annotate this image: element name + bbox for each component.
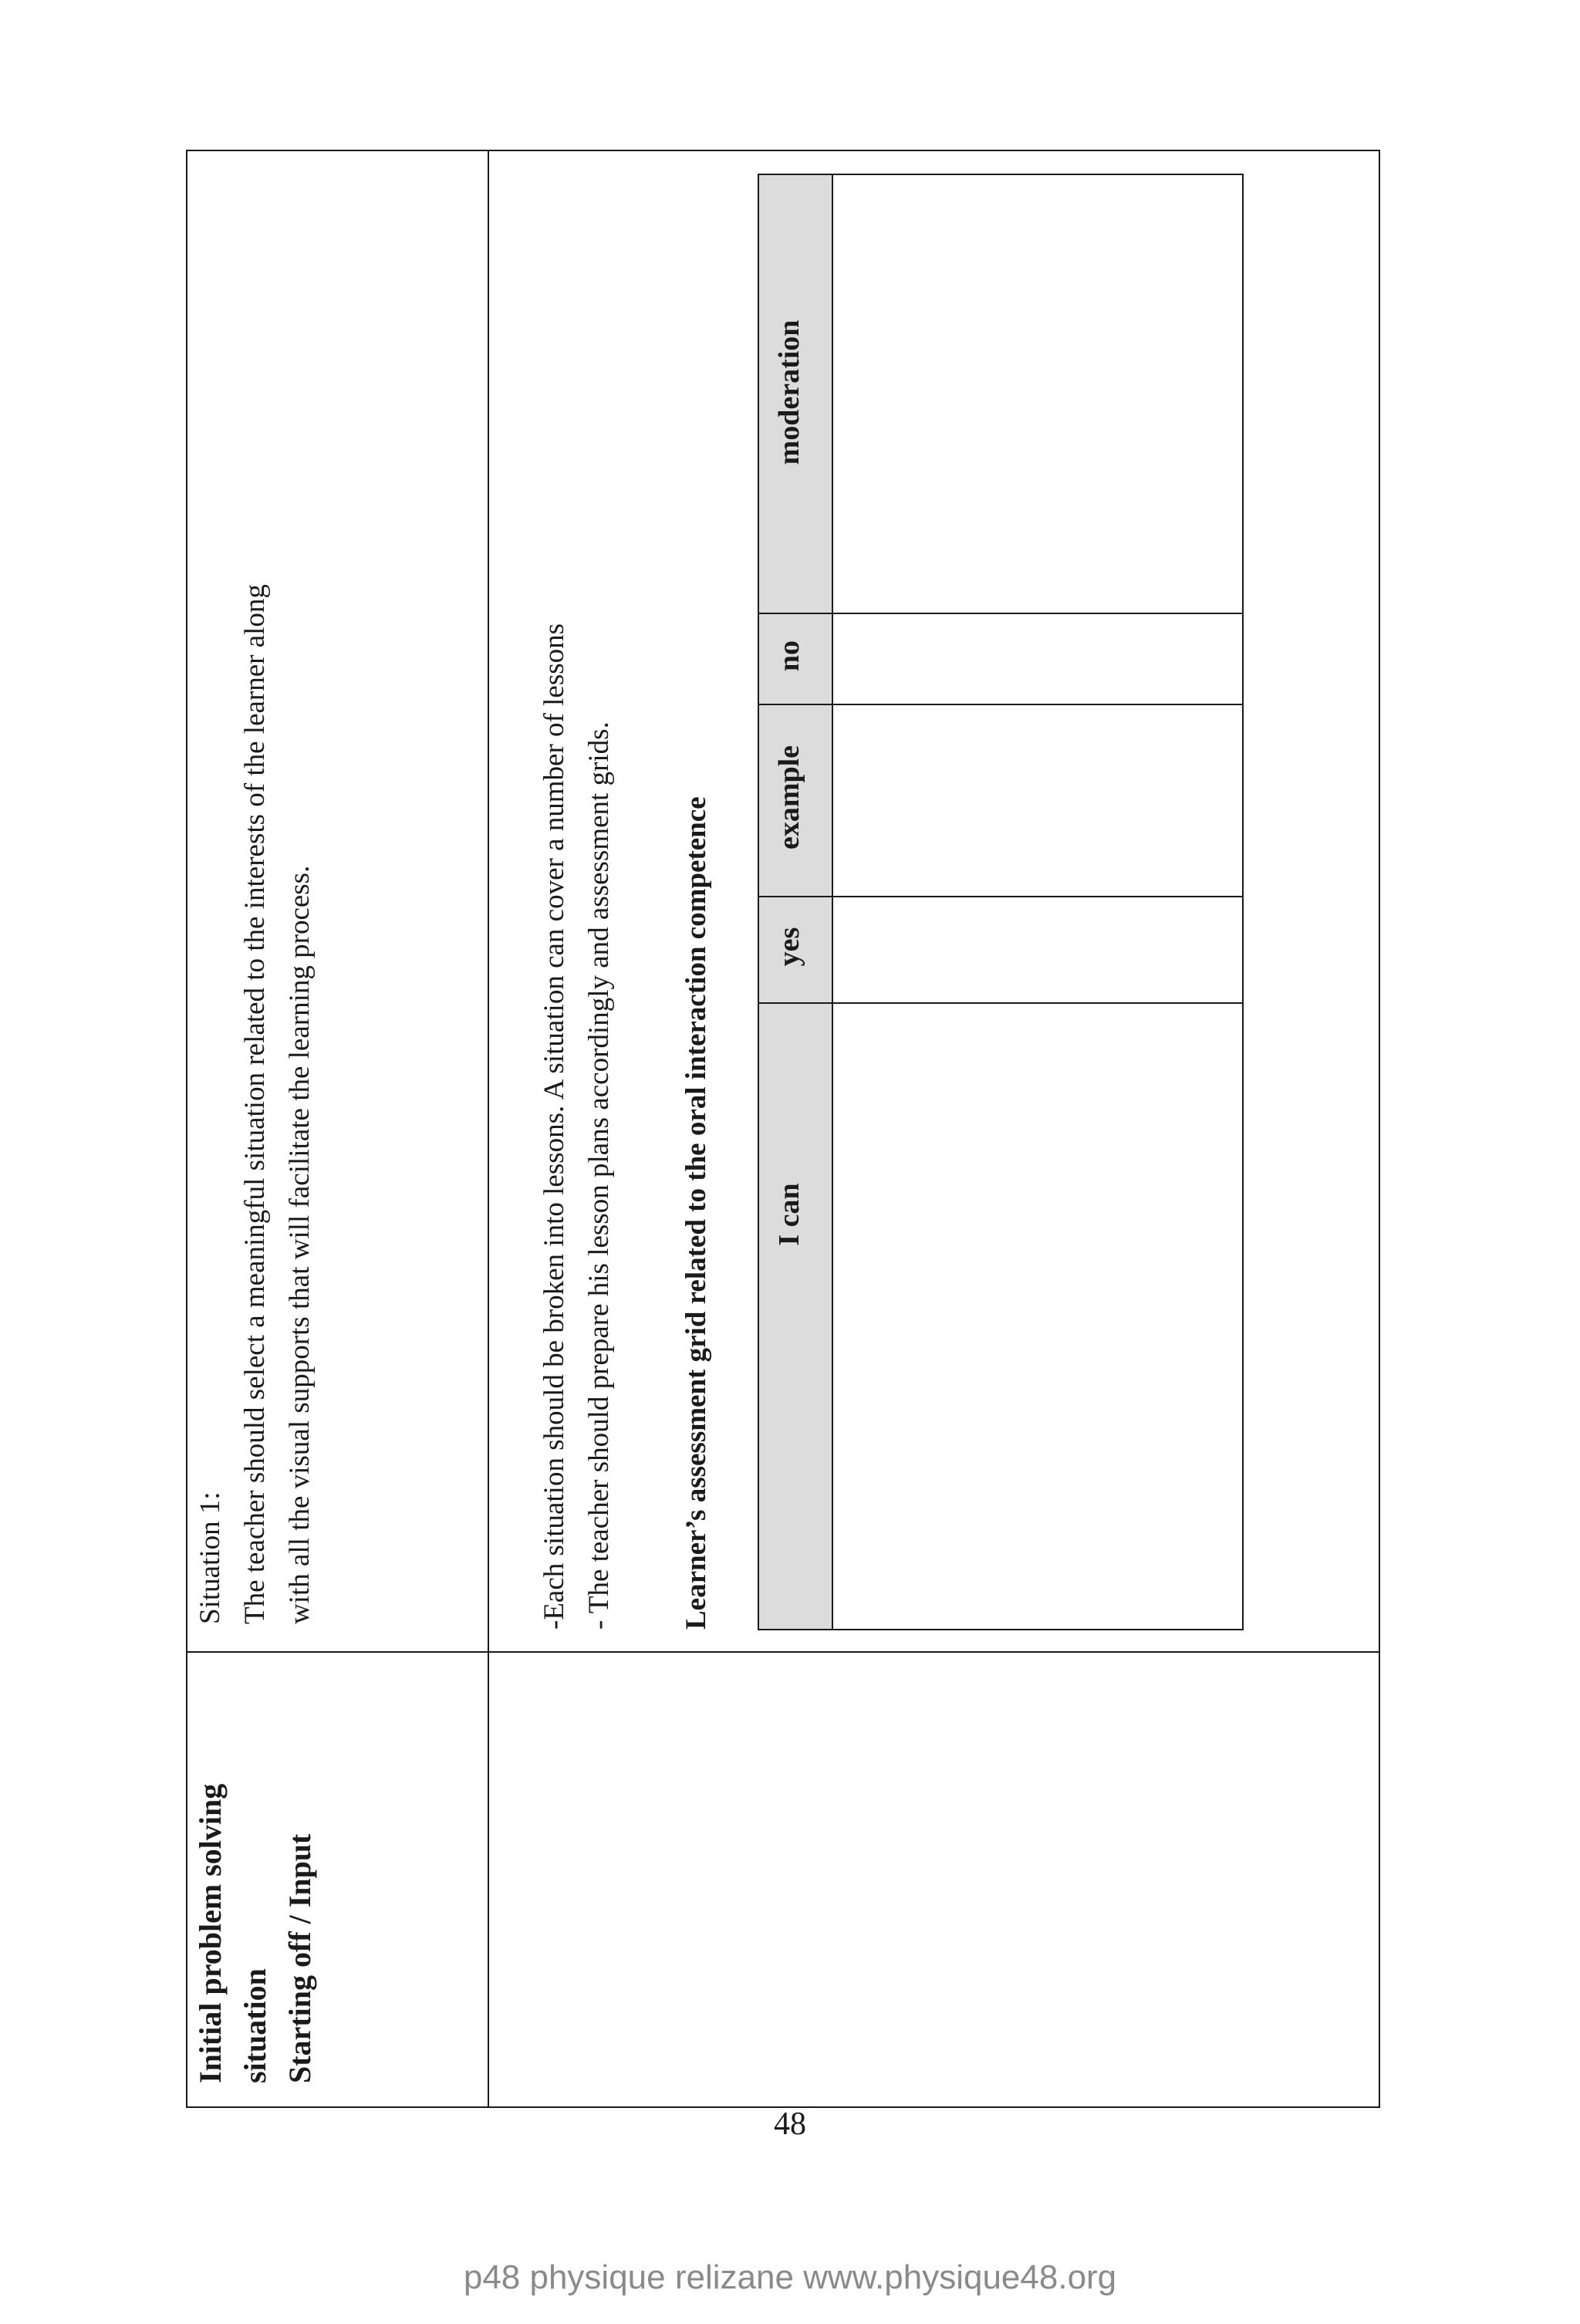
grid-title [674, 472, 721, 1630]
assessment-grid [758, 174, 1244, 1630]
label-line-3: Starting off / Input [282, 1833, 317, 2083]
left-column-label [188, 1667, 317, 2083]
label-line-2: situation [238, 1968, 272, 2083]
footer-watermark: p48 physique relizane www.physique48.org [463, 2258, 1117, 2296]
grid-col-divider-1 [759, 1002, 1242, 1004]
note-line-1: -Each situation should be broken into lessons. A situation can cover a number of lessons [538, 623, 570, 1630]
row-divider [187, 1651, 1379, 1653]
header-no: no [773, 640, 805, 672]
grid-title-text: Learner’s assessment grid related to the oral interaction competence [680, 796, 712, 1630]
header-i-can: I can [773, 1183, 805, 1246]
situation-line-2: with all the visual supports that will facilitate the learning process. [284, 865, 316, 1624]
header-example: example [773, 745, 805, 850]
page-number: 48 [774, 2106, 806, 2142]
header-yes: yes [773, 927, 805, 967]
header-moderation: moderation [773, 319, 805, 465]
grid-col-divider-2 [759, 896, 1242, 897]
situation-heading: Situation 1: [194, 1491, 226, 1624]
grid-header-divider [832, 175, 833, 1629]
note-line-2: - The teacher should prepare his lesson plans accordingly and assessment grids. [583, 721, 615, 1630]
grid-col-divider-4 [759, 613, 1242, 614]
situation-text [188, 174, 316, 1624]
column-divider [488, 151, 489, 2106]
lesson-notes [532, 179, 617, 1630]
label-line-1: Initial problem solving [193, 1783, 228, 2083]
situation-line-1: The teacher should select a meaningful situation related to the interests of the learner along [239, 584, 271, 1624]
grid-col-divider-3 [759, 704, 1242, 705]
